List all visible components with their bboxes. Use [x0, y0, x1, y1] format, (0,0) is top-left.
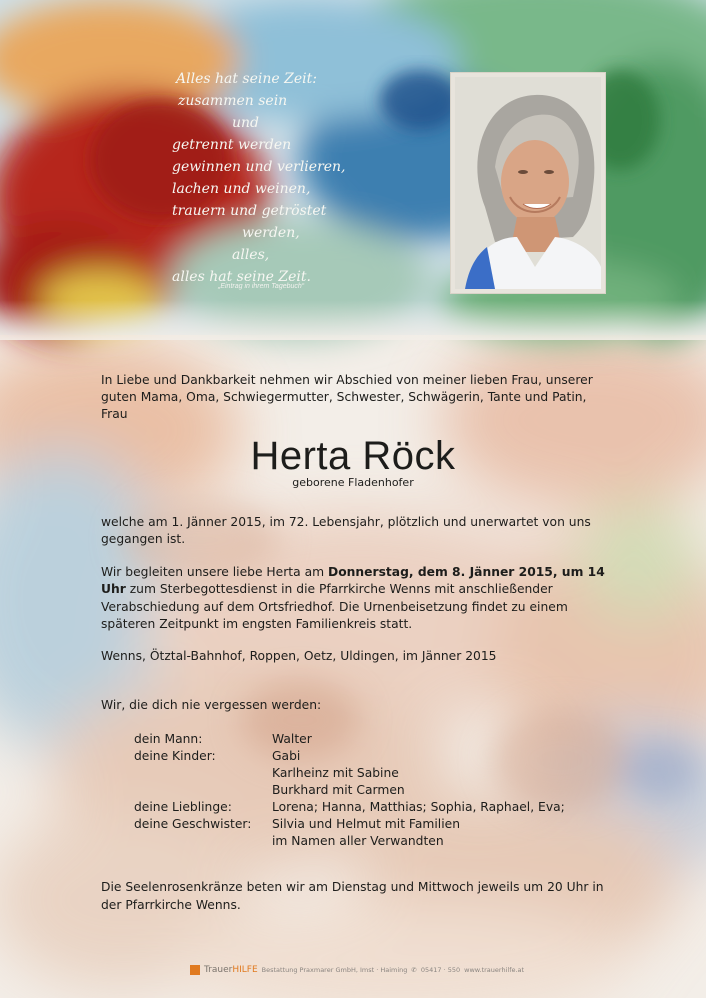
footer: [190, 965, 524, 975]
family-relation: deine Lieblinge:: [134, 800, 232, 814]
family-row: [134, 731, 565, 748]
notice-content: [101, 372, 611, 423]
family-relation: [134, 782, 272, 799]
service-paragraph: [101, 564, 611, 633]
family-relation: deine Geschwister:: [134, 817, 252, 831]
family-relation: [134, 765, 272, 782]
mourners-intro: Wir, die dich nie vergessen werden:: [101, 698, 322, 712]
quote-line: alles hat seine Zeit.: [172, 269, 311, 285]
handwritten-quote: [162, 68, 402, 288]
quote-line: gewinnen und verlieren,: [172, 159, 346, 175]
quote-line: Alles hat seine Zeit:: [176, 71, 317, 87]
family-row: [134, 782, 565, 799]
quote-line: trauern und getröstet: [172, 203, 327, 219]
family-names: Walter: [272, 732, 312, 746]
family-names: im Namen aller Verwandten: [272, 834, 444, 848]
footer-brand: [204, 965, 258, 975]
family-row: [134, 765, 565, 782]
place-date: Wenns, Ötztal-Bahnhof, Roppen, Oetz, Uldingen, im Jänner 2015: [101, 649, 497, 663]
quote-line: werden,: [242, 225, 300, 241]
family-row: [134, 748, 565, 765]
birth-name: geborene Fladenhofer: [292, 476, 414, 489]
trauerhilfe-logo-icon: [190, 965, 200, 975]
family-relation: dein Mann:: [134, 732, 203, 746]
family-relation: deine Kinder:: [134, 749, 216, 763]
family-row: [134, 816, 565, 833]
quote-line: zusammen sein: [178, 93, 288, 109]
intro-text: In Liebe und Dankbarkeit nehmen wir Abschied von meiner lieben Frau, unserer guten Mama, Oma, Schwiegermutter, Schwester, Schwägerin, Tante und Patin, Frau: [101, 373, 593, 421]
family-row: [134, 833, 565, 850]
family-relation: [134, 833, 272, 850]
quote-line: und: [232, 115, 259, 131]
footer-url[interactable]: www.trauerhilfe.at: [464, 966, 525, 974]
quote-line: getrennt werden: [172, 137, 292, 153]
portrait-frame: [450, 72, 606, 294]
phone-icon: ✆: [411, 966, 417, 974]
family-names: Silvia und Helmut mit Familien: [272, 817, 461, 831]
brand-left: Trauer: [204, 965, 233, 975]
family-list: [134, 731, 565, 850]
quote-line: alles,: [232, 247, 270, 263]
deceased-name: Herta Röck: [250, 434, 456, 478]
service-date: Donnerstag, dem 8. Jänner 2015, um 14 Uhr: [101, 565, 605, 597]
quote-line: lachen und weinen,: [172, 181, 311, 197]
service-text-before: Wir begleiten unsere liebe Herta am: [101, 565, 328, 579]
family-names: Gabi: [272, 749, 301, 763]
rosary-text: Die Seelenrosenkränze beten wir am Dienstag und Mittwoch jeweils um 20 Uhr in der Pfarrkirche Wenns.: [101, 880, 604, 912]
footer-company: Bestattung Praxmarer GmbH, Imst · Haiming: [261, 966, 408, 974]
quote-source: „Eintrag in ihrem Tagebuch“: [218, 283, 305, 290]
portrait-photo: [455, 77, 601, 289]
footer-phone: 05417 · 550: [420, 966, 461, 974]
family-names: Burkhard mit Carmen: [272, 783, 405, 797]
service-text-after: zum Sterbegottesdienst in die Pfarrkirche Wenns mit anschließender Verabschiedung auf dem Ortsfriedhof. Die Urnenbeisetzung findet zu einem späteren Zeitpunkt im engsten Familienkreis statt.: [101, 582, 568, 631]
family-names: Lorena; Hanna, Matthias; Sophia, Raphael, Eva;: [272, 800, 565, 814]
family-names: Karlheinz mit Sabine: [272, 766, 399, 780]
death-notice: welche am 1. Jänner 2015, im 72. Lebensjahr, plötzlich und unerwartet von uns gegangen ist.: [101, 515, 591, 546]
brand-right: HILFE: [232, 965, 258, 975]
family-row: [134, 799, 565, 816]
